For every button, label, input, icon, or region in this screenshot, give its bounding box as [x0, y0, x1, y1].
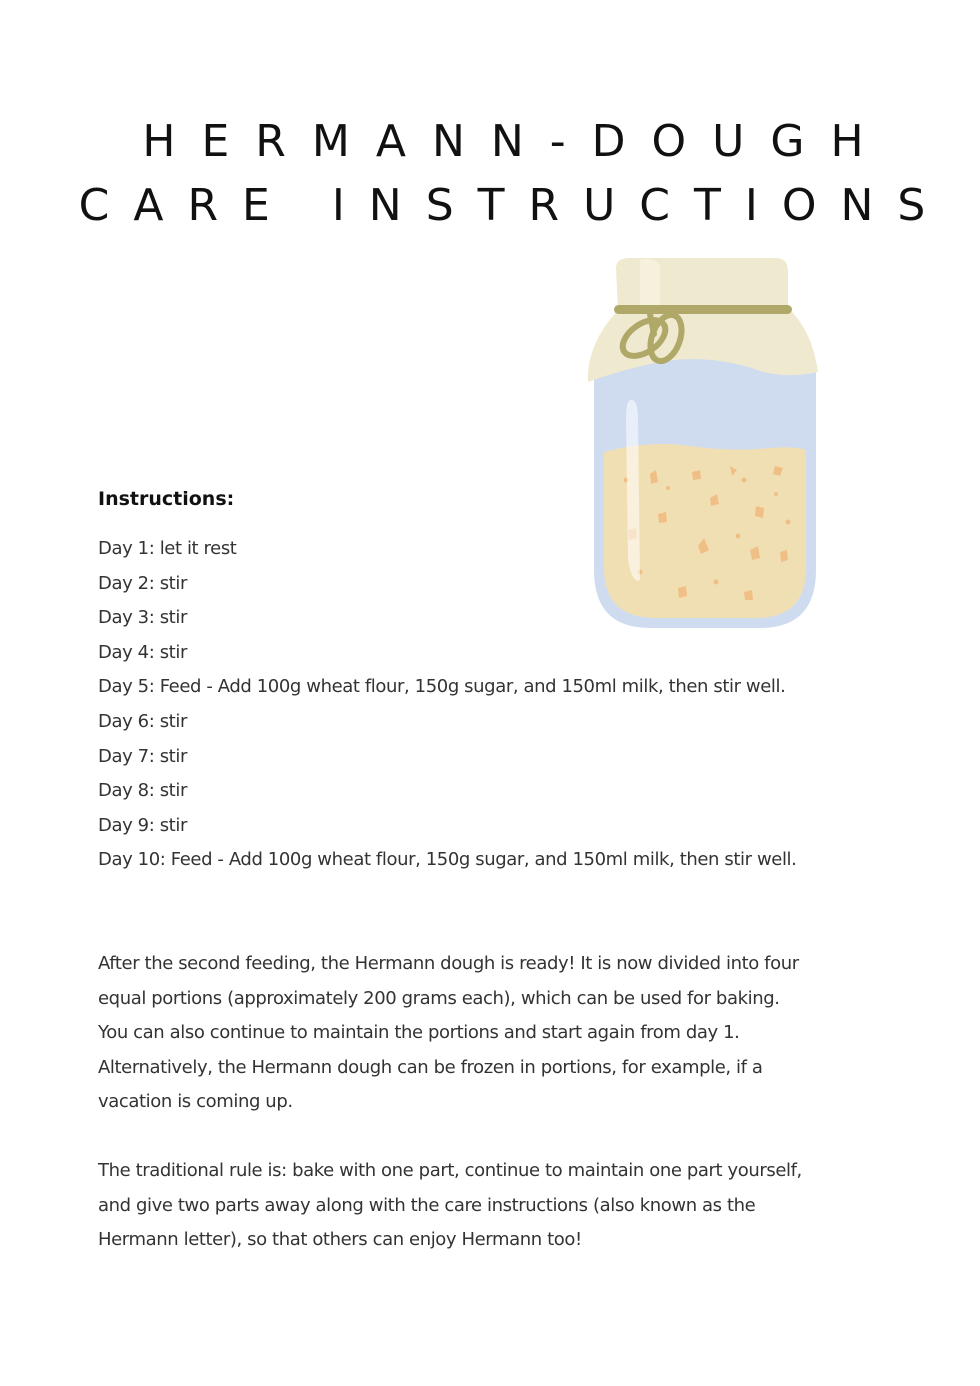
paragraph-line: and give two parts away along with the care instructions (also known as the	[98, 1194, 756, 1216]
day-item: Day 6: stir	[98, 710, 187, 732]
title-line-2: CARE INSTRUCTIONS	[78, 180, 950, 231]
day-list	[98, 532, 898, 878]
paragraph-line: After the second feeding, the Hermann dough is ready! It is now divided into four	[98, 953, 799, 974]
day-item: Day 10: Feed - Add 100g wheat flour, 150g sugar, and 150ml milk, then stir well.	[98, 849, 797, 871]
day-item: Day 8: stir	[98, 780, 187, 802]
day-item: Day 3: stir	[98, 607, 187, 629]
ready-paragraph	[98, 947, 898, 1120]
day-item: Day 4: stir	[98, 641, 187, 663]
paragraph-line: You can also continue to maintain the portions and start again from day 1.	[98, 1022, 740, 1044]
title-line-1: HERMANN-DOUGH	[142, 116, 890, 167]
jar-string	[614, 305, 792, 314]
day-item: Day 5: Feed - Add 100g wheat flour, 150g sugar, and 150ml milk, then stir well.	[98, 676, 786, 698]
paragraph-line: equal portions (approximately 200 grams each), which can be used for baking.	[98, 987, 780, 1009]
day-item: Day 1: let it rest	[98, 538, 237, 559]
day-item: Day 7: stir	[98, 745, 187, 767]
day-item: Day 9: stir	[98, 814, 187, 836]
jar-lid-fold	[640, 259, 660, 308]
day-item: Day 2: stir	[98, 572, 187, 594]
paragraph-line: Hermann letter), so that others can enjoy Hermann too!	[98, 1229, 582, 1251]
paragraph-line: vacation is coming up.	[98, 1091, 293, 1113]
tradition-paragraph	[98, 1154, 898, 1258]
instructions-heading: Instructions:	[98, 488, 235, 510]
paragraph-line: Alternatively, the Hermann dough can be frozen in portions, for example, if a	[98, 1056, 763, 1078]
paragraph-line: The traditional rule is: bake with one part, continue to maintain one part yourself,	[98, 1160, 802, 1181]
